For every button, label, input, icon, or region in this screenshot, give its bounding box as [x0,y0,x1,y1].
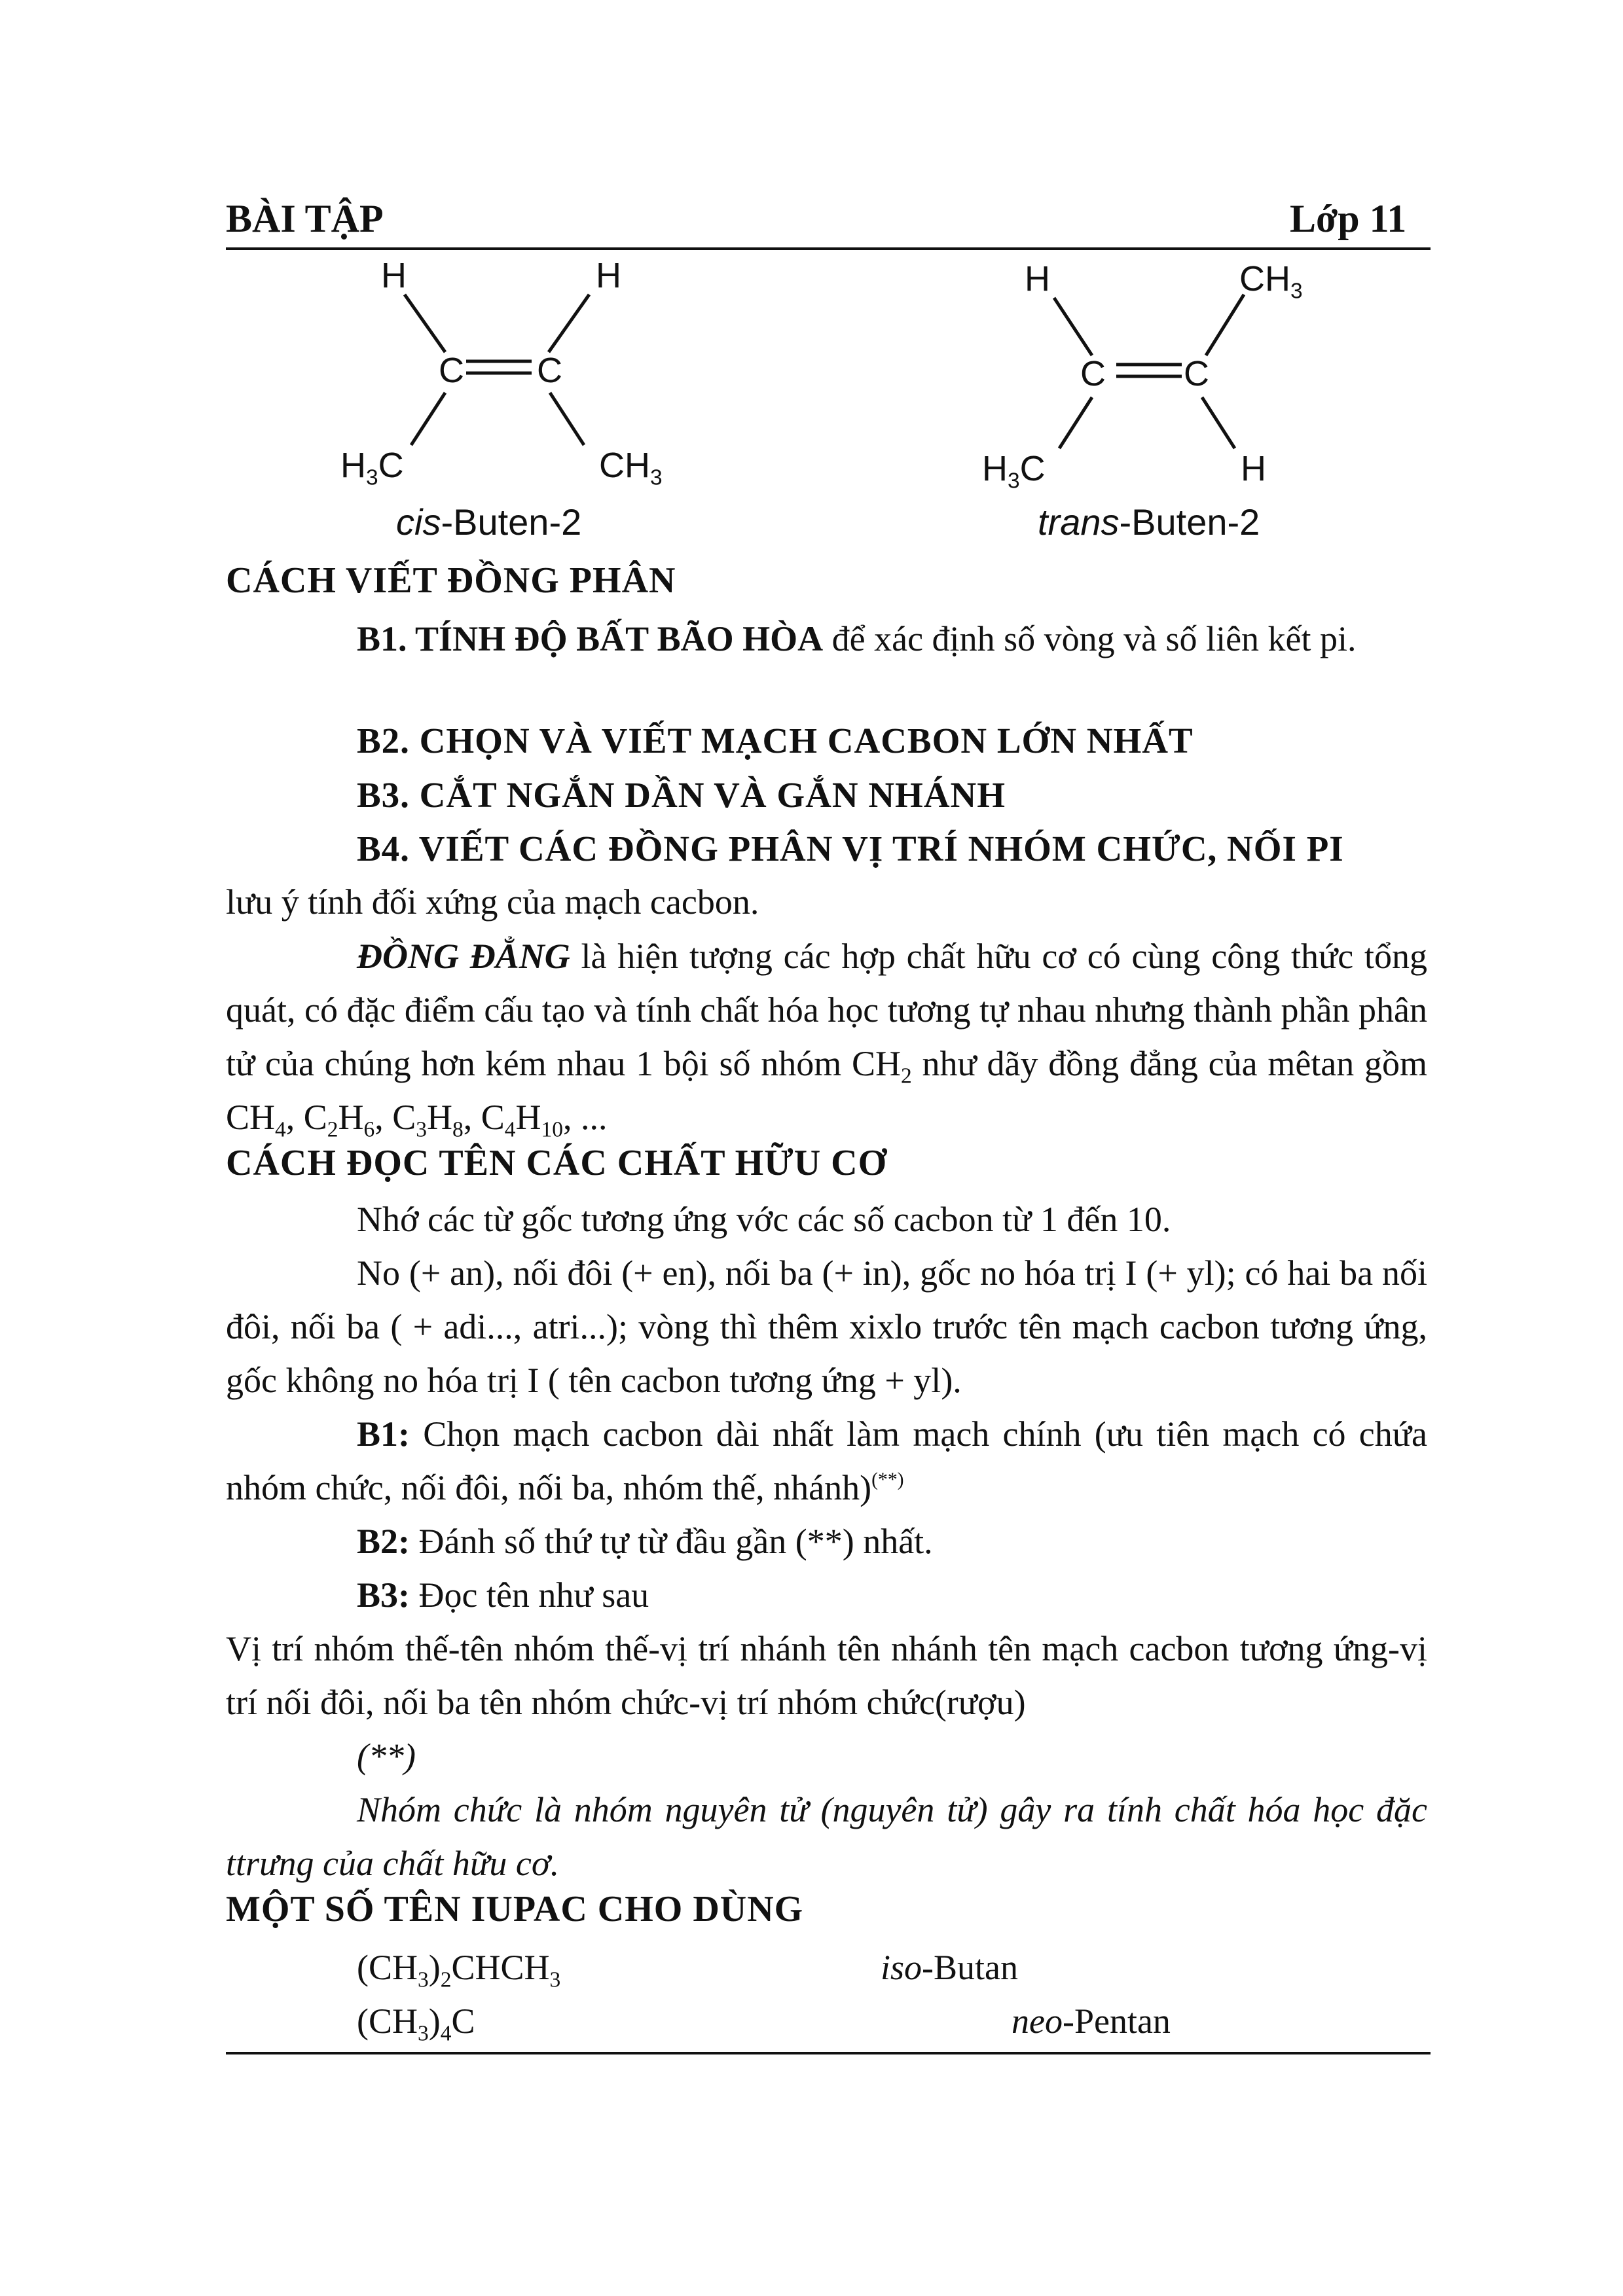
section-isomer-title: CÁCH VIẾT ĐỒNG PHÂN [226,560,676,601]
iupac-formula-2: $(CH_3)_4C$ [357,2001,475,2046]
cis-methyl-left: $H_3C$ [340,446,404,490]
naming-step-b1: B1: Chọn mạch cacbon dài nhất làm mạch chính (ưu tiên mạch có chứa nhóm chức, nối đôi, nối ba, nhóm thế, nhánh)(**) [226,1414,1427,1507]
page-header-left: BÀI TẬP [226,197,384,240]
functional-group-note: Nhóm chức là nhóm nguyên tử (nguyên tử) gây ra tính chất hóa học đặc ttrưng của chất hữu cơ. [226,1790,1427,1883]
step-b3: B3. CẮT NGẮN DẦN VÀ GẮN NHÁNH [357,775,1006,815]
naming-root-paragraph: Nhớ các từ gốc tương ứng vớc các số cacbon từ 1 đến 10. [357,1200,1171,1239]
step-b1: B1. TÍNH ĐỘ BẤT BÃO HÒA để xác định số vòng và số liên kết pi. [357,619,1357,658]
naming-suffix-paragraph: No (+ an), nối đôi (+ en), nối ba (+ in), gốc no hóa trị I (+ yl); có hai ba nối đôi, nối ba ( + adi..., atri...); vòng thì thêm xixlo trước tên mạch cacbon tương ứng, gốc không no hóa trị I ( tên cacbon tương ứng + yl). [226,1253,1427,1400]
trans-carbon-right: C [1184,354,1209,393]
trans-h-right: H [1241,449,1266,488]
trans-methyl-top: $CH_3$ [1239,259,1303,304]
iupac-name-1: iso-Butan [881,1948,1019,1987]
step-b4: B4. VIẾT CÁC ĐỒNG PHÂN VỊ TRÍ NHÓM CHỨC, NỐI PI [357,829,1344,869]
section-iupac-title: MỘT SỐ TÊN IUPAC CHO DÙNG [226,1889,804,1929]
symmetry-note: lưu ý tính đối xứng của mạch cacbon. [226,882,759,922]
footer-rule [226,2052,1431,2054]
cis-h-left: H [381,256,407,295]
iupac-name-2: neo-Pentan [1012,2001,1171,2041]
page-header-right: Lớp 11 [1290,197,1407,240]
cis-carbon-left: C [439,351,464,390]
cis-caption: cis-Buten-2 [396,501,582,543]
trans-carbon-left: C [1080,354,1106,393]
trans-caption: trans-Buten-2 [1038,501,1260,543]
naming-step-b2: B2: Đánh số thứ tự từ đầu gần (**) nhất. [357,1522,933,1561]
note-marker: (**) [357,1736,416,1776]
homolog-paragraph: ĐỒNG ĐẲNG là hiện tượng các hợp chất hữu cơ có cùng công thức tổng quát, có đặc điểm cấu tạo và tính chất hóa học tương tự nhau nhưng thành phần phân tử của chúng hơn kém nhau 1 bội số nhóm $CH_2$ như dãy đồng đẳng của mêtan gồm $CH_4$, $C_2H_6$, $C_3H_8$, $C_4H_{10}$, ... [226,937,1427,1142]
iupac-formula-1: $(CH_3)_2CHCH_3$ [357,1948,561,1992]
step-b2: B2. CHỌN VÀ VIẾT MẠCH CACBON LỚN NHẤT [357,721,1194,761]
cis-h-right: H [596,256,621,295]
naming-step-b3: B3: Đọc tên như sau [357,1575,649,1615]
trans-h-left: H [1025,259,1050,298]
trans-methyl-bottom: $H_3C$ [982,449,1046,493]
header-rule [226,247,1431,250]
cis-methyl-right: $CH_3$ [599,446,663,490]
naming-order-rule: Vị trí nhóm thế-tên nhóm thế-vị trí nhánh tên nhánh tên mạch cacbon tương ứng-vị trí nối đôi, nối ba tên nhóm chức-vị trí nhóm chức(rượu) [226,1629,1427,1722]
cis-carbon-right: C [537,351,562,390]
section-naming-title: CÁCH ĐỌC TÊN CÁC CHẤT HỮU CƠ [226,1143,888,1183]
